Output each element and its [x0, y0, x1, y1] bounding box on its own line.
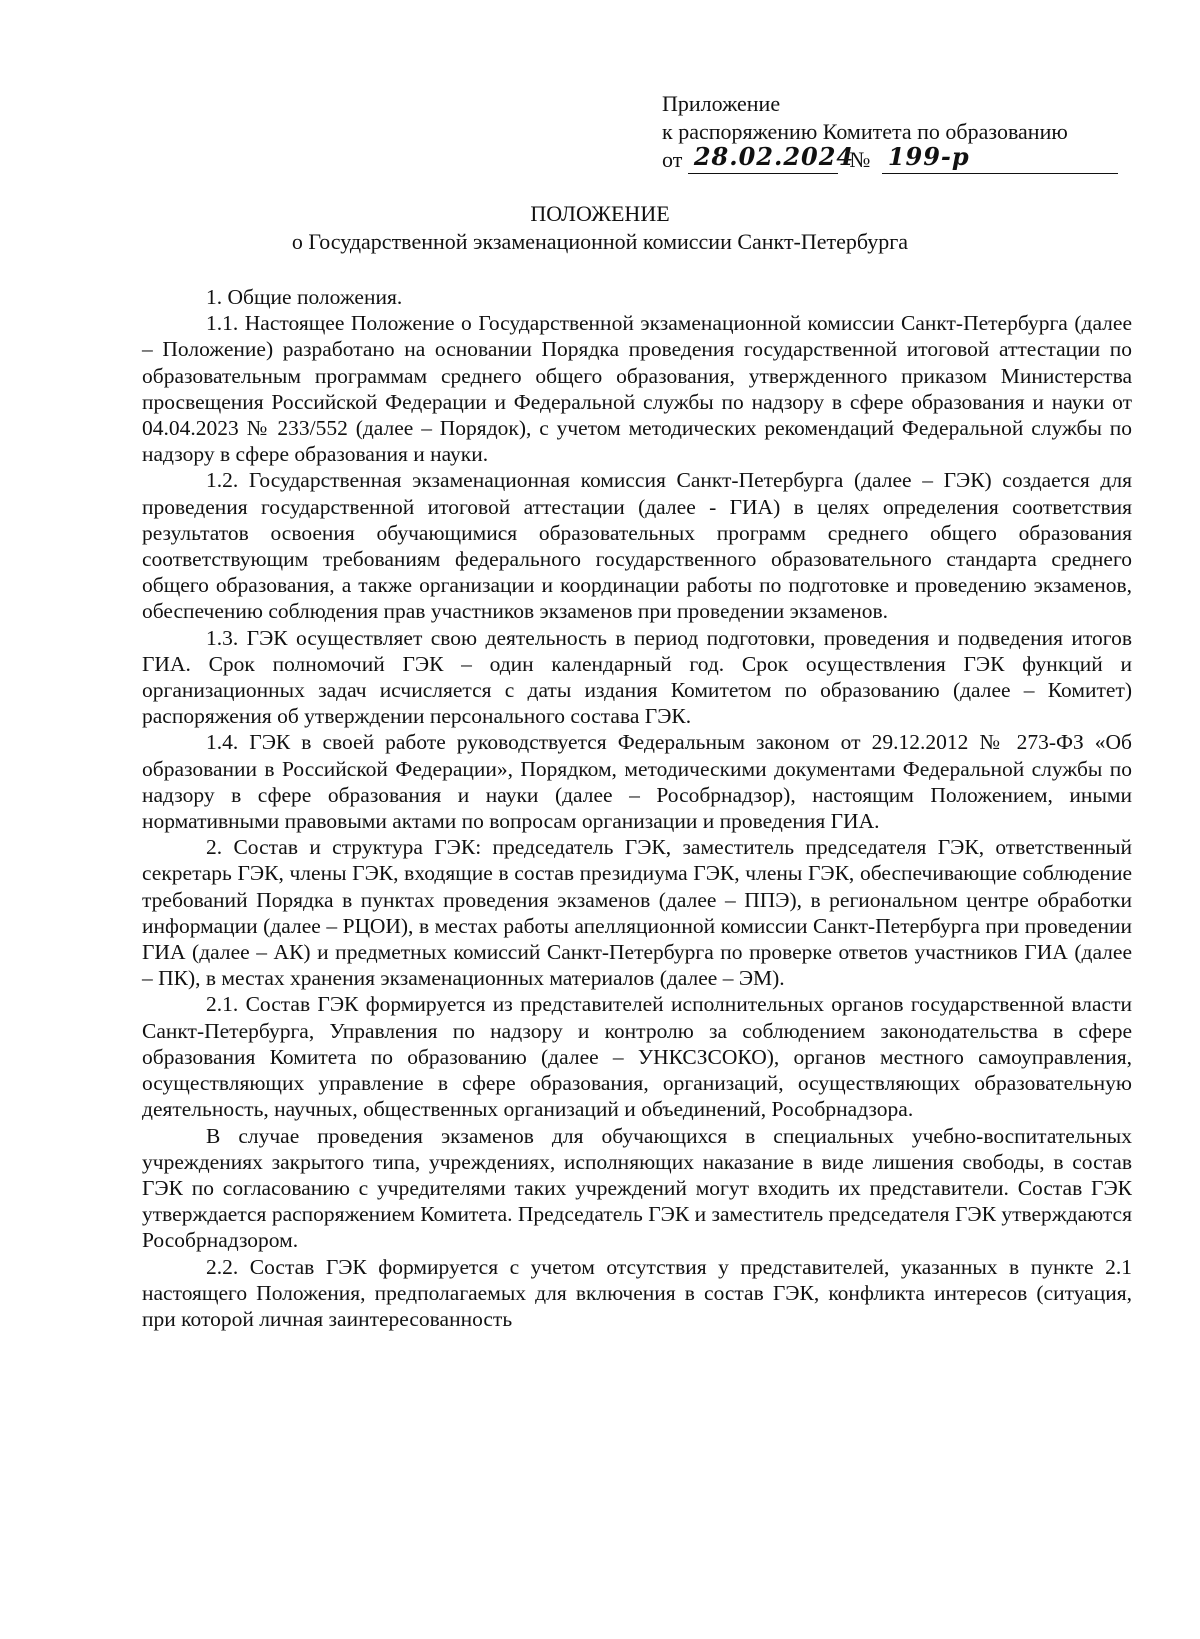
- from-label: от: [662, 147, 683, 172]
- paragraph: 2.1. Состав ГЭК формируется из представителей исполнительных органов государственной власти Санкт-Петербурга, Управления по надзору и контролю за соблюдением законодательства в сфере образования Комитета по образованию (далее – УНКСЗСОКО), органов местного самоуправления, осуществляющих управление в сфере образования, организаций, осуществляющих образовательную деятельность, научных, общественных организаций и объединений, Рособрнадзора.: [142, 992, 1132, 1122]
- annex-header: [662, 90, 1132, 174]
- date-blank: [688, 142, 855, 174]
- paragraph: 1.1. Настоящее Положение о Государственной экзаменационной комиссии Санкт-Петербурга (далее – Положение) разработано на основании Порядка проведения государственной итоговой аттестации по образовательным программам среднего общего образования, утвержденного приказом Министерства просвещения Российской Федерации и Федеральной службы по надзору в сфере образования и науки от 04.04.2023 № 233/552 (далее – Порядок), с учетом методических рекомендаций Федеральной службы по надзору в сфере образования и науки.: [142, 311, 1132, 467]
- annex-date-number-row: [662, 142, 1132, 174]
- paragraph: 1.2. Государственная экзаменационная комиссия Санкт-Петербурга (далее – ГЭК) создается для проведения государственной итоговой аттестации (далее - ГИА) в целях определения соответствия результатов освоения обучающимися образовательных программ среднего общего образования соответствующим требованиям федерального государственного образовательного стандарта среднего общего образования, а также организации и координации работы по подготовке и проведению экзаменов, обеспечению соблюдения прав участников экзаменов при проведении экзаменов.: [142, 468, 1132, 624]
- handwritten-date: 28.02.2024: [693, 142, 855, 171]
- paragraph: 2.2. Состав ГЭК формируется с учетом отсутствия у представителей, указанных в пункте 2.1 настоящего Положения, предполагаемых для включения в состав ГЭК, конфликта интересов (ситуация, при которой личная заинтересованность: [142, 1254, 1132, 1331]
- paragraph: 1. Общие положения.: [206, 285, 403, 309]
- document-body: [142, 284, 1132, 1332]
- paragraph: 2. Состав и структура ГЭК: председатель ГЭК, заместитель председателя ГЭК, ответственный секретарь ГЭК, члены ГЭК, входящие в состав президиума ГЭК, члены ГЭК, обеспечивающие соблюдение требований Порядка в пунктах проведения экзаменов (далее – ППЭ), в региональном центре обработки информации (далее – РЦОИ), в местах работы апелляционной комиссии Санкт-Петербурга при проведении ГИА (далее – АК) и предметных комиссий Санкт-Петербурга по проверке ответов участников ГИА (далее – ПК), в местах хранения экзаменационных материалов (далее – ЭМ).: [142, 835, 1132, 991]
- paragraph: В случае проведения экзаменов для обучающихся в специальных учебно-воспитательных учреждениях закрытого типа, учреждениях, исполняющих наказание в виде лишения свободы, в состав ГЭК по согласованию с учредителями таких учреждений могут входить их представители. Состав ГЭК утверждается распоряжением Комитета. Председатель ГЭК и заместитель председателя ГЭК утверждаются Рособрнадзором.: [142, 1123, 1132, 1253]
- document-title: ПОЛОЖЕНИЕ: [530, 201, 670, 226]
- handwritten-number: 199-р: [887, 142, 970, 171]
- number-label: №: [849, 147, 871, 172]
- number-blank: [882, 142, 1118, 174]
- paragraph: 1.3. ГЭК осуществляет свою деятельность в период подготовки, проведения и подведения итогов ГИА. Срок полномочий ГЭК – один календарный год. Срок осуществления ГЭК функций и организационных задач исчисляется с даты издания Комитетом по образованию (далее – Комитет) распоряжения об утверждении персонального состава ГЭК.: [142, 625, 1132, 729]
- annex-reference: к распоряжению Комитета по образованию: [662, 119, 1068, 144]
- document-subtitle: о Государственной экзаменационной комиссии Санкт-Петербурга: [291, 229, 909, 254]
- paragraph: 1.4. ГЭК в своей работе руководствуется Федеральным законом от 29.12.2012 № 273-ФЗ «Об образовании в Российской Федерации», Порядком, методическими документами Федеральной службы по надзору в сфере образования и науки (далее – Рособрнадзор), настоящим Положением, иными нормативными правовыми актами по вопросам организации и проведения ГИА.: [142, 730, 1132, 834]
- annex-title: Приложение: [662, 91, 781, 116]
